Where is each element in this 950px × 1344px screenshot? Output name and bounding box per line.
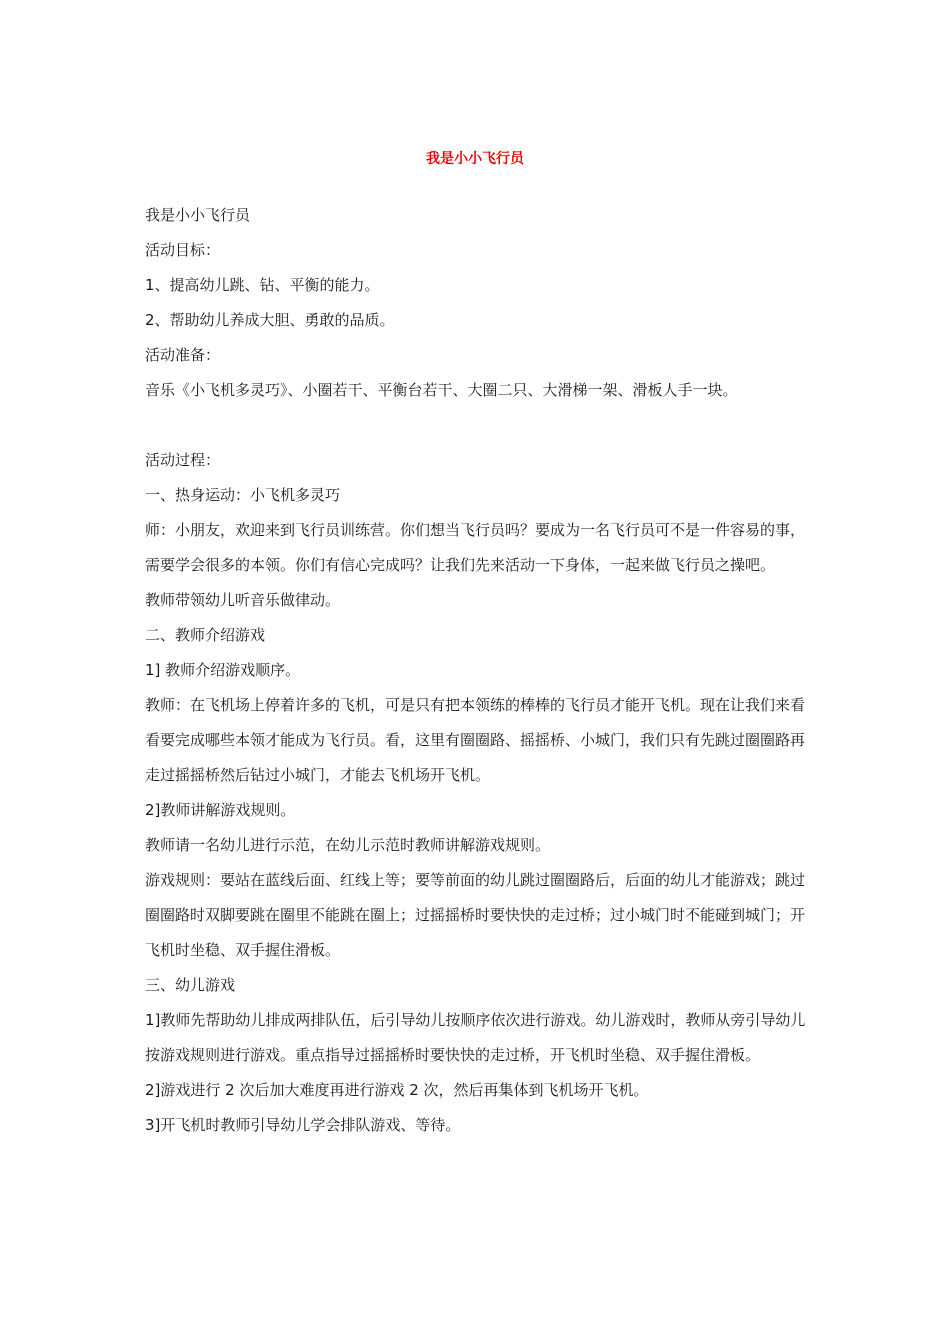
paragraph-prep-label: 活动准备： — [145, 346, 221, 364]
paragraph-step-3-1: 1]教师先帮助幼儿排成两排队伍，后引导幼儿按顺序依次进行游戏。幼儿游戏时，教师从旁引导幼儿按游戏规则进行游戏。重点指导过摇摇桥时要快快的走过桥，开飞机时坐稳、双手握住滑板。 — [145, 1011, 806, 1064]
paragraph-section-1: 一、热身运动：小飞机多灵巧 — [145, 486, 341, 504]
paragraph-step-3-2: 2]游戏进行 2 次后加大难度再进行游戏 2 次，然后再集体到飞机场开飞机。 — [145, 1081, 649, 1099]
paragraph-teacher-airport: 教师：在飞机场上停着许多的飞机，可是只有把本领练的棒棒的飞行员才能开飞机。现在让我们来看看要完成哪些本领才能成为飞行员。看，这里有圈圈路、摇摇桥、小城门，我们只有先跳过圈圈路再走过摇摇桥然后钻过小城门，才能去飞机场开飞机。 — [145, 696, 806, 784]
document-body — [145, 198, 810, 1143]
paragraph-goal-2: 2、帮助幼儿养成大胆、勇敢的品质。 — [145, 311, 395, 329]
paragraph-step-3-3: 3]开飞机时教师引导幼儿学会排队游戏、等待。 — [145, 1116, 461, 1134]
paragraph-goals-label: 活动目标： — [145, 241, 221, 259]
paragraph-section-2: 二、教师介绍游戏 — [145, 626, 266, 644]
paragraph-step-2-2: 2]教师讲解游戏规则。 — [145, 801, 296, 819]
paragraph-section-3: 三、幼儿游戏 — [145, 976, 236, 994]
paragraph-goal-1: 1、提高幼儿跳、钻、平衡的能力。 — [145, 276, 380, 294]
paragraph-heading: 我是小小飞行员 — [145, 206, 251, 224]
paragraph-step-2-1: 1] 教师介绍游戏顺序。 — [145, 661, 301, 679]
paragraph-demo: 教师请一名幼儿进行示范，在幼儿示范时教师讲解游戏规则。 — [145, 836, 551, 854]
document-title: 我是小小飞行员 — [426, 151, 524, 167]
paragraph-teacher-intro: 师：小朋友，欢迎来到飞行员训练营。你们想当飞行员吗？要成为一名飞行员可不是一件容易的事，需要学会很多的本领。你们有信心完成吗？让我们先来活动一下身体，一起来做飞行员之操吧。 — [145, 521, 806, 574]
paragraph-process-label: 活动过程： — [145, 451, 221, 469]
paragraph-rules: 游戏规则：要站在蓝线后面、红线上等；要等前面的幼儿跳过圈圈路后，后面的幼儿才能游戏；跳过圈圈路时双脚要跳在圈里不能跳在圈上；过摇摇桥时要快快的走过桥；过小城门时不能碰到城门；开飞机时坐稳、双手握住滑板。 — [145, 871, 806, 959]
paragraph-warmup: 教师带领幼儿听音乐做律动。 — [145, 591, 341, 609]
blank-line — [145, 408, 810, 443]
paragraph-prep-items: 音乐《小飞机多灵巧》、小圈若干、平衡台若干、大圈二只、大滑梯一架、滑板人手一块。 — [145, 381, 738, 399]
